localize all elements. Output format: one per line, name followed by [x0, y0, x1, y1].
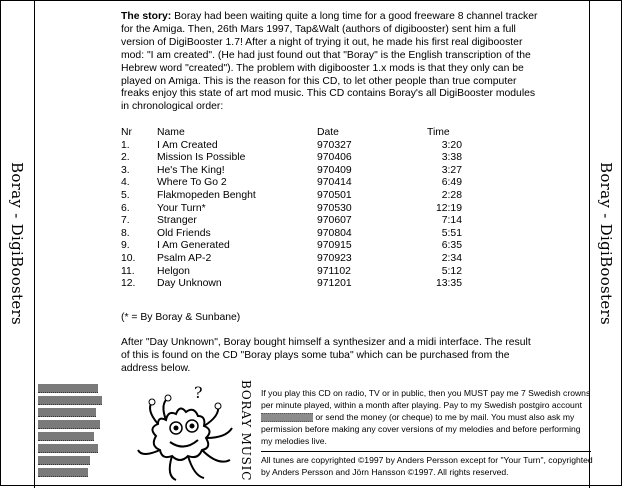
- track-nr: 12.: [121, 278, 136, 290]
- redacted-line: [38, 408, 96, 417]
- track-date: 970501: [317, 189, 352, 201]
- track-nr: 1.: [121, 139, 130, 151]
- track-date: 970530: [317, 202, 352, 214]
- track-nr: 5.: [121, 189, 130, 201]
- track-date: 970409: [317, 164, 352, 176]
- after-paragraph: After "Day Unknown", Boray bought himself a synthesizer and a midi interface. The result of this is found on the CD "Boray plays some tuba" which can be purchased from the address below.: [121, 337, 531, 374]
- track-nr: 8.: [121, 227, 130, 239]
- track-name: I Am Created: [157, 139, 218, 151]
- track-time: 6:35: [441, 240, 462, 252]
- track-date: 970327: [317, 139, 352, 151]
- redacted-address-block: [38, 380, 104, 480]
- track-time: 6:49: [441, 177, 462, 189]
- track-date: 970923: [317, 252, 352, 264]
- track-time: 2:28: [441, 189, 462, 201]
- left-spine-title: Boray - DigiBoosters: [8, 162, 26, 326]
- track-time: 5:12: [441, 265, 462, 277]
- creature-body-icon: [152, 408, 209, 460]
- track-nr: 3.: [121, 164, 130, 176]
- track-name: I Am Generated: [157, 240, 230, 252]
- legal-notice: [261, 387, 591, 447]
- track-row: [121, 152, 521, 165]
- header-nr: Nr: [121, 127, 132, 138]
- track-row: [121, 190, 521, 203]
- track-name: Where To Go 2: [157, 177, 227, 189]
- story-heading: The story:: [121, 11, 172, 22]
- track-row: [121, 203, 521, 216]
- track-time: 5:51: [441, 227, 462, 239]
- track-date: 970607: [317, 215, 352, 227]
- track-nr: 9.: [121, 240, 130, 252]
- redacted-line: [38, 420, 100, 429]
- track-date: 971102: [317, 265, 351, 277]
- track-row: [121, 165, 521, 178]
- track-row: [121, 228, 521, 241]
- redacted-line: [38, 432, 94, 441]
- track-date: 970804: [317, 227, 352, 239]
- question-mark-icon: ?: [194, 383, 203, 402]
- track-time: 7:14: [441, 215, 462, 227]
- right-spine: [589, 0, 623, 488]
- legal-divider: [261, 451, 591, 452]
- track-name: Day Unknown: [157, 278, 222, 290]
- redacted-line: [38, 384, 98, 393]
- track-name: Helgon: [157, 265, 190, 277]
- track-time: 2:34: [441, 252, 462, 264]
- creature-drawing: [106, 380, 256, 484]
- header-time: Time: [427, 127, 450, 138]
- track-nr: 6.: [121, 202, 130, 214]
- legal-text-part2: or send the money (or cheque) to me by mail. You must also ask my permission before making any cover versions of my melodies and before performing my melodies live.: [261, 412, 581, 446]
- left-spine-divider: [34, 0, 35, 488]
- boray-creature-logo: [106, 380, 256, 484]
- track-note: (* = By Boray & Sunbane): [121, 312, 241, 323]
- header-name: Name: [157, 127, 185, 138]
- redacted-line: [38, 456, 90, 465]
- left-spine: [0, 0, 34, 488]
- story-text: Boray had been waiting quite a long time for a good freeware 8 channel tracker for the Amiga. Then, 26th Mars 1997, Tap&Walt (authors of digibooster) sent him a full version of DigiBooster 1.7! After a night of trying it out, he made his first real digibooster mod: "I am created". (He had just found out that "Boray" is the English transcription of the Hebrew word "created"). The problem with digibooster 1.x mods is that they only can be played on Amiga. This is the reason for this CD, to let other people than true computer freaks enjoy this state of art mod music. This CD contains Boray's all DigiBooster modules in chronological order:: [121, 11, 538, 113]
- track-time: 13:35: [435, 278, 462, 290]
- track-row: [121, 177, 521, 190]
- track-name: Mission Is Possible: [157, 152, 246, 164]
- redacted-account-number: [261, 413, 313, 422]
- redacted-line: [38, 396, 102, 405]
- track-nr: 11.: [121, 265, 135, 277]
- track-time: 3:20: [441, 139, 462, 151]
- track-row: [121, 253, 521, 266]
- track-name: Psalm AP-2: [157, 252, 212, 264]
- track-list-header: [121, 127, 521, 140]
- track-name: Your Turn*: [157, 202, 206, 214]
- track-row: [121, 140, 521, 153]
- copyright-notice: All tunes are copyrighted ©1997 by Anders Persson except for "Your Turn", copyrighted by Anders Persson and Jörn Hansson ©1997. All rights reserved.: [261, 455, 593, 477]
- track-nr: 2.: [121, 152, 130, 164]
- track-nr: 10.: [121, 252, 136, 264]
- track-time: 3:27: [441, 164, 462, 176]
- track-name: Stranger: [157, 215, 197, 227]
- track-row: [121, 240, 521, 253]
- track-name: Old Friends: [157, 227, 211, 239]
- track-nr: 7.: [121, 215, 130, 227]
- track-date: 970915: [317, 240, 352, 252]
- track-date: 970406: [317, 152, 352, 164]
- legal-text-part1: If you play this CD on radio, TV or in public, then you MUST pay me 7 Swedish crowns per minute played, within a month after playing. Pay to my Swedish postgiro account: [261, 388, 591, 410]
- track-date: 970414: [317, 177, 352, 189]
- track-list: [121, 127, 521, 291]
- track-name: He's The King!: [157, 164, 225, 176]
- story-paragraph: [121, 11, 541, 114]
- track-time: 3:38: [441, 152, 462, 164]
- track-row: [121, 278, 521, 291]
- track-row: [121, 215, 521, 228]
- right-spine-title: Boray - DigiBoosters: [597, 162, 615, 326]
- track-nr: 4.: [121, 177, 130, 189]
- track-time: 12:19: [435, 202, 462, 214]
- track-rows: [121, 140, 521, 291]
- track-row: [121, 266, 521, 279]
- track-date: 971201: [317, 278, 352, 290]
- redacted-line: [38, 468, 88, 477]
- track-name: Flakmopeden Benght: [157, 189, 256, 201]
- boray-music-label: BORAY MUSIC: [239, 380, 253, 482]
- redacted-line: [38, 444, 98, 453]
- header-date: Date: [317, 127, 339, 138]
